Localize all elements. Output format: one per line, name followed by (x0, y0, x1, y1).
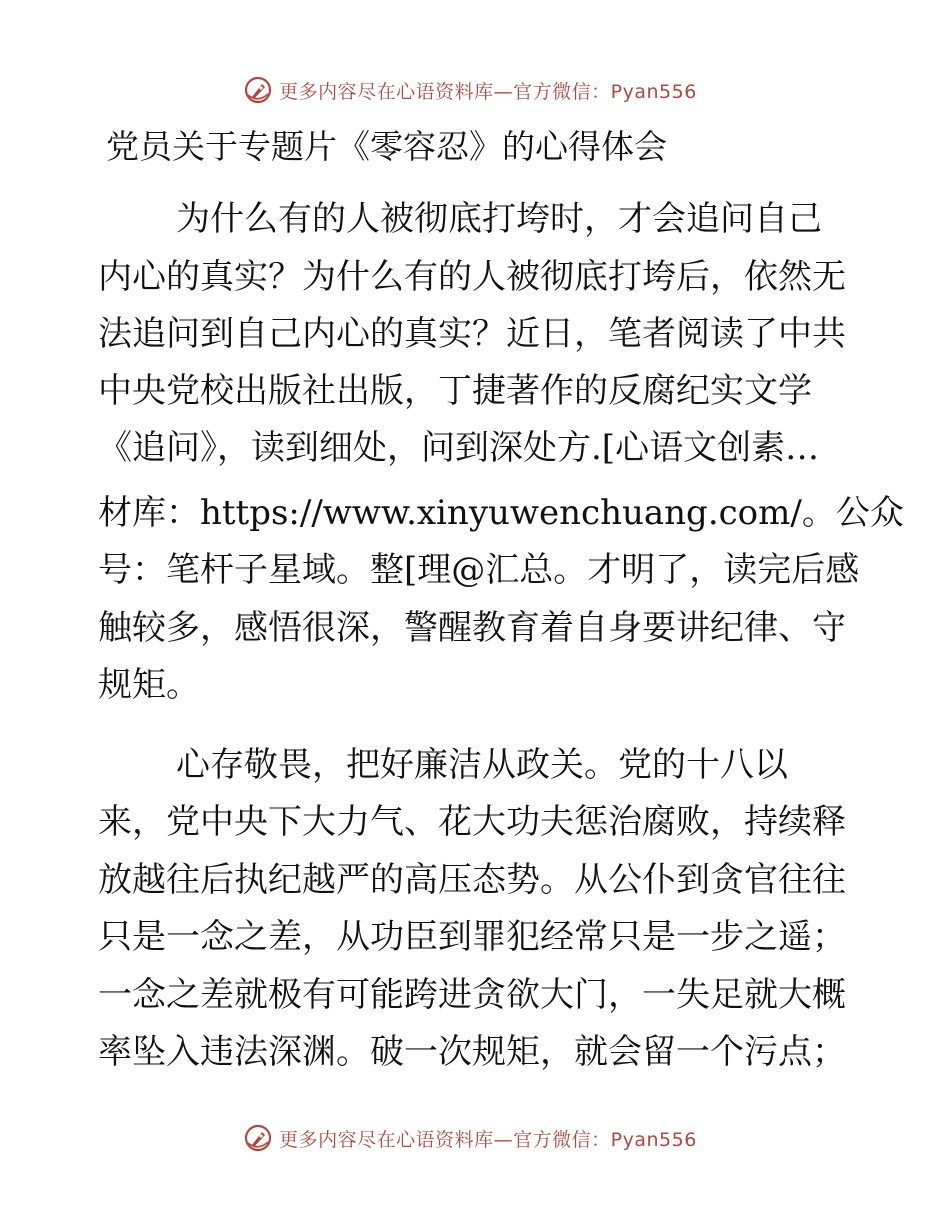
watermark-label: 更多内容尽在心语资料库—官方微信： (279, 80, 611, 103)
body-line-5: 《追问》，读到细处，问到深处方.[心语文创素… (98, 428, 820, 468)
body-line-9: 规矩。 (98, 665, 200, 705)
body-line-13: 只是一念之差，从功臣到罪犯经常只是一步之遥； (98, 917, 846, 957)
body-line-12: 放越往后执纪越严的高压态势。从公仆到贪官往往 (98, 860, 846, 900)
watermark-group (243, 75, 697, 105)
body-line-10: 心存敬畏，把好廉洁从政关。党的十八以 (176, 745, 788, 785)
watermark-contact: Pyan556 (610, 80, 697, 103)
document-title: 党员关于专题片《零容忍》的心得体会 (106, 127, 667, 166)
body-line-14: 一念之差就极有可能跨进贪欲大门，一失足就大概 (98, 975, 846, 1015)
pen-nib-logo-icon (243, 75, 273, 105)
watermark-text-bottom (279, 1125, 697, 1152)
body-line-4: 中央党校出版社出版，丁捷著作的反腐纪实文学 (98, 371, 812, 411)
footer-watermark (0, 1118, 950, 1158)
pen-nib-logo-icon (243, 1123, 273, 1153)
body-line-15: 率坠入违法深渊。破一次规矩，就会留一个污点； (98, 1032, 846, 1072)
header-watermark (0, 70, 950, 110)
watermark-text (279, 77, 697, 104)
body-line-3: 法追问到自己内心的真实？近日，笔者阅读了中共 (98, 314, 846, 354)
body-line-2: 内心的真实？为什么有的人被彻底打垮后，依然无 (98, 257, 846, 297)
body-line-6: 材库：https://www.xinyuwenchuang.com/。公众 (98, 493, 904, 533)
watermark-contact-bottom: Pyan556 (610, 1128, 697, 1151)
body-line-1: 为什么有的人被彻底打垮时，才会追问自己 (176, 199, 822, 239)
body-line-7: 号：笔杆子星域。整[理@汇总。才明了，读完后感 (98, 550, 860, 590)
body-line-11: 来，党中央下大力气、花大功夫惩治腐败，持续释 (98, 802, 846, 842)
watermark-group-bottom (243, 1123, 697, 1153)
body-line-8: 触较多，感悟很深，警醒教育着自身要讲纪律、守 (98, 608, 846, 648)
watermark-label-bottom: 更多内容尽在心语资料库—官方微信： (279, 1128, 611, 1151)
